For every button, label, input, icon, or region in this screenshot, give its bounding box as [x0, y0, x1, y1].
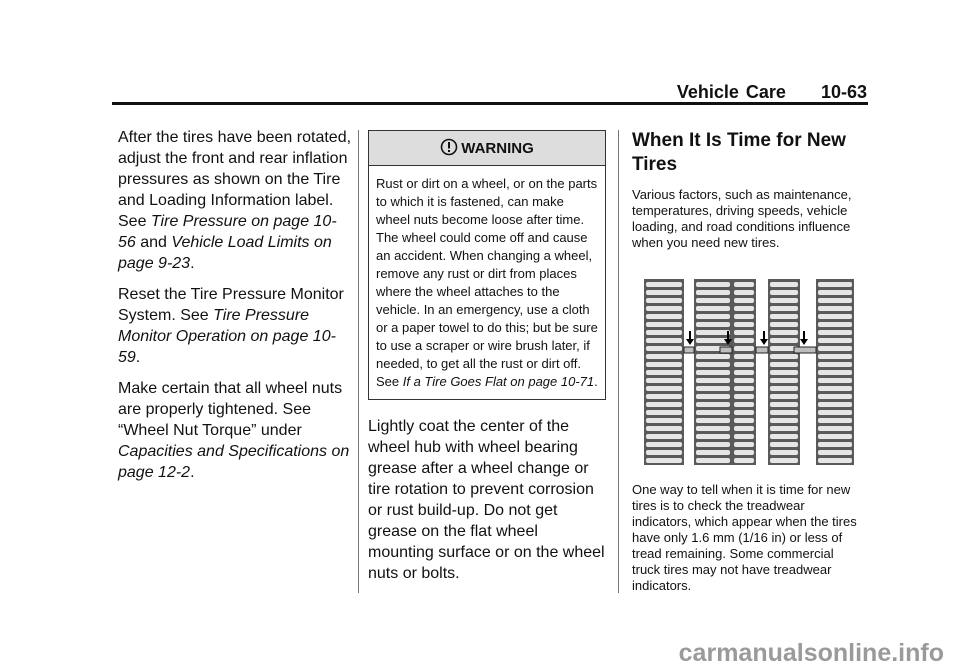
warning-icon: [440, 138, 458, 156]
link-tire-pressure[interactable]: Tire Pressure on page 10-56: [118, 213, 337, 251]
paragraph-intro: Various factors, such as maintenance, temperatures, driving speeds, vehicle loading, and road conditions influence when you need new tires.: [632, 187, 852, 250]
paragraph-reset-tpms: [118, 284, 353, 368]
paragraph-wheel-nuts: [118, 378, 353, 483]
column-divider: [358, 130, 359, 593]
column-2: [368, 130, 608, 584]
warning-title: WARNING: [461, 140, 534, 157]
treadwear-illustration: [644, 279, 854, 465]
tread-figure: [644, 279, 862, 470]
link-vehicle-load-limits[interactable]: Vehicle Load Limits on page 9-23: [118, 234, 332, 272]
link-tpms-operation[interactable]: Tire Pressure Monitor Operation on page 10-59: [118, 307, 336, 366]
warning-body: [369, 166, 605, 399]
section-title: Vehicle Care: [676, 82, 786, 102]
paragraph-text: After the tires have been rotated, adjust the front and rear inflation pressures as shown on the Tire and Loading Information label. See: [118, 129, 352, 230]
paragraph-text: Reset the Tire Pressure Monitor System. See: [118, 286, 344, 324]
paragraph-text: and: [135, 234, 172, 251]
warning-box: [368, 130, 606, 400]
column-3: [632, 129, 862, 594]
paragraph-rotation: [118, 127, 353, 274]
paragraph-text: .: [190, 464, 195, 481]
warning-text: .: [594, 374, 598, 389]
paragraph-hub-grease: Lightly coat the center of the wheel hub with wheel bearing grease after a wheel change or tire rotation to prevent corrosion or rust build-up. Do not get grease on the flat wheel mounting surface or on the wheel nuts or bolts.: [368, 418, 605, 582]
column-divider: [618, 130, 619, 593]
header-rule: [112, 102, 868, 105]
link-capacities[interactable]: Capacities and Specifications on page 12-2: [118, 443, 350, 481]
section-heading: When It Is Time for New Tires: [632, 130, 846, 175]
warning-header: [369, 131, 605, 166]
watermark: carmanualsonline.info: [678, 639, 944, 667]
page-number: 10-63: [820, 82, 867, 102]
page-header: [677, 82, 867, 103]
link-tire-flat[interactable]: If a Tire Goes Flat on page 10-71: [402, 374, 595, 389]
paragraph-text: Make certain that all wheel nuts are properly tightened. See “Wheel Nut Torque” under: [118, 380, 343, 439]
paragraph-text: .: [190, 255, 195, 272]
paragraph-text: .: [135, 349, 141, 366]
column-1: [118, 127, 353, 493]
paragraph-treadwear: One way to tell when it is time for new tires is to check the treadwear indicators, which appear when the tires have only 1.6 mm (1/16 in) or less of tread remaining. Some commercial truck tires may not have treadwear indicators.: [632, 482, 857, 593]
warning-text: Rust or dirt on a wheel, or on the parts to which it is fastened, can make wheel nuts become loose after time. The wheel could come off and cause an accident. When changing a wheel, remove any rust or dirt from places where the wheel attaches to the vehicle. In an emergency, use a cloth or a paper towel to do this; but be sure to use a scraper or wire brush later, if needed, to get all the rust or dirt off. See: [376, 176, 598, 389]
